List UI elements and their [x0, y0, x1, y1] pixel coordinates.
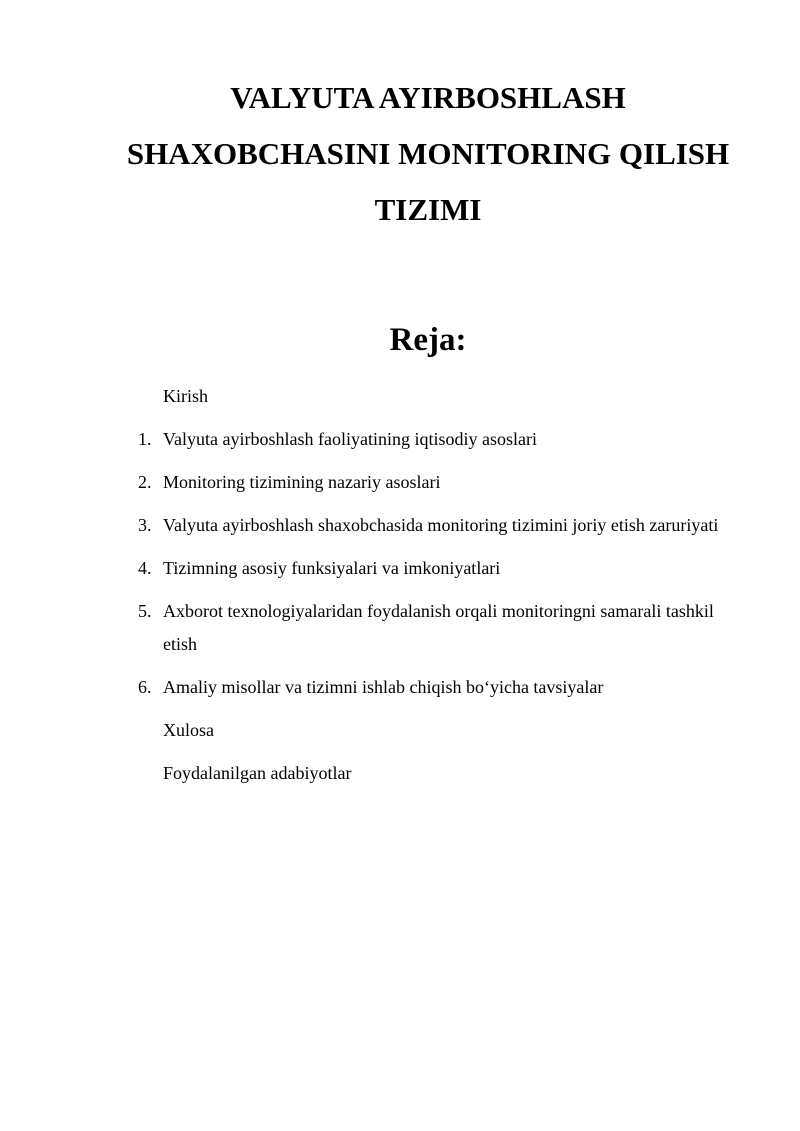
toc-item-text: Valyuta ayirboshlash faoliyatining iqtisodiy asoslari [163, 429, 537, 449]
toc-item-kirish [0, 380, 800, 413]
toc-item-number: 1. [138, 429, 152, 449]
toc-item-number: 4. [138, 558, 152, 578]
title-line-1: VALYUTA AYIRBOSHLASH [230, 80, 626, 115]
toc-item-text: Foydalanilgan adabiyotlar [163, 763, 352, 783]
toc-item-4 [0, 552, 800, 585]
table-of-contents [0, 380, 800, 800]
toc-item-references [0, 757, 800, 790]
toc-item-text: Valyuta ayirboshlash shaxobchasida monitoring tizimini joriy etish zaruriyati [163, 515, 719, 535]
plan-heading: Reja: [389, 322, 467, 358]
toc-item-text: Xulosa [163, 720, 214, 740]
toc-item-text: Axborot texnologiyalaridan foydalanish orqali monitoringni samarali tashkil etish [163, 601, 714, 654]
toc-item-text: Kirish [163, 386, 208, 406]
toc-item-text: Amaliy misollar va tizimni ishlab chiqish bo‘yicha tavsiyalar [163, 677, 604, 697]
toc-item-text: Tizimning asosiy funksiyalari va imkoniyatlari [163, 558, 501, 578]
toc-item-xulosa [0, 714, 800, 747]
title-line-2: SHAXOBCHASINI MONITORING QILISH [126, 136, 730, 171]
title-line-3: TIZIMI [374, 192, 482, 227]
document-title [100, 70, 756, 238]
toc-item-2 [0, 466, 800, 499]
toc-item-1 [0, 423, 800, 456]
toc-item-5 [0, 595, 800, 661]
toc-item-number: 3. [138, 515, 152, 535]
toc-item-text: Monitoring tizimining nazariy asoslari [163, 472, 441, 492]
toc-item-number: 5. [138, 601, 152, 621]
toc-item-3 [0, 509, 800, 542]
toc-item-6 [0, 671, 800, 704]
toc-item-number: 2. [138, 472, 152, 492]
toc-item-number: 6. [138, 677, 152, 697]
